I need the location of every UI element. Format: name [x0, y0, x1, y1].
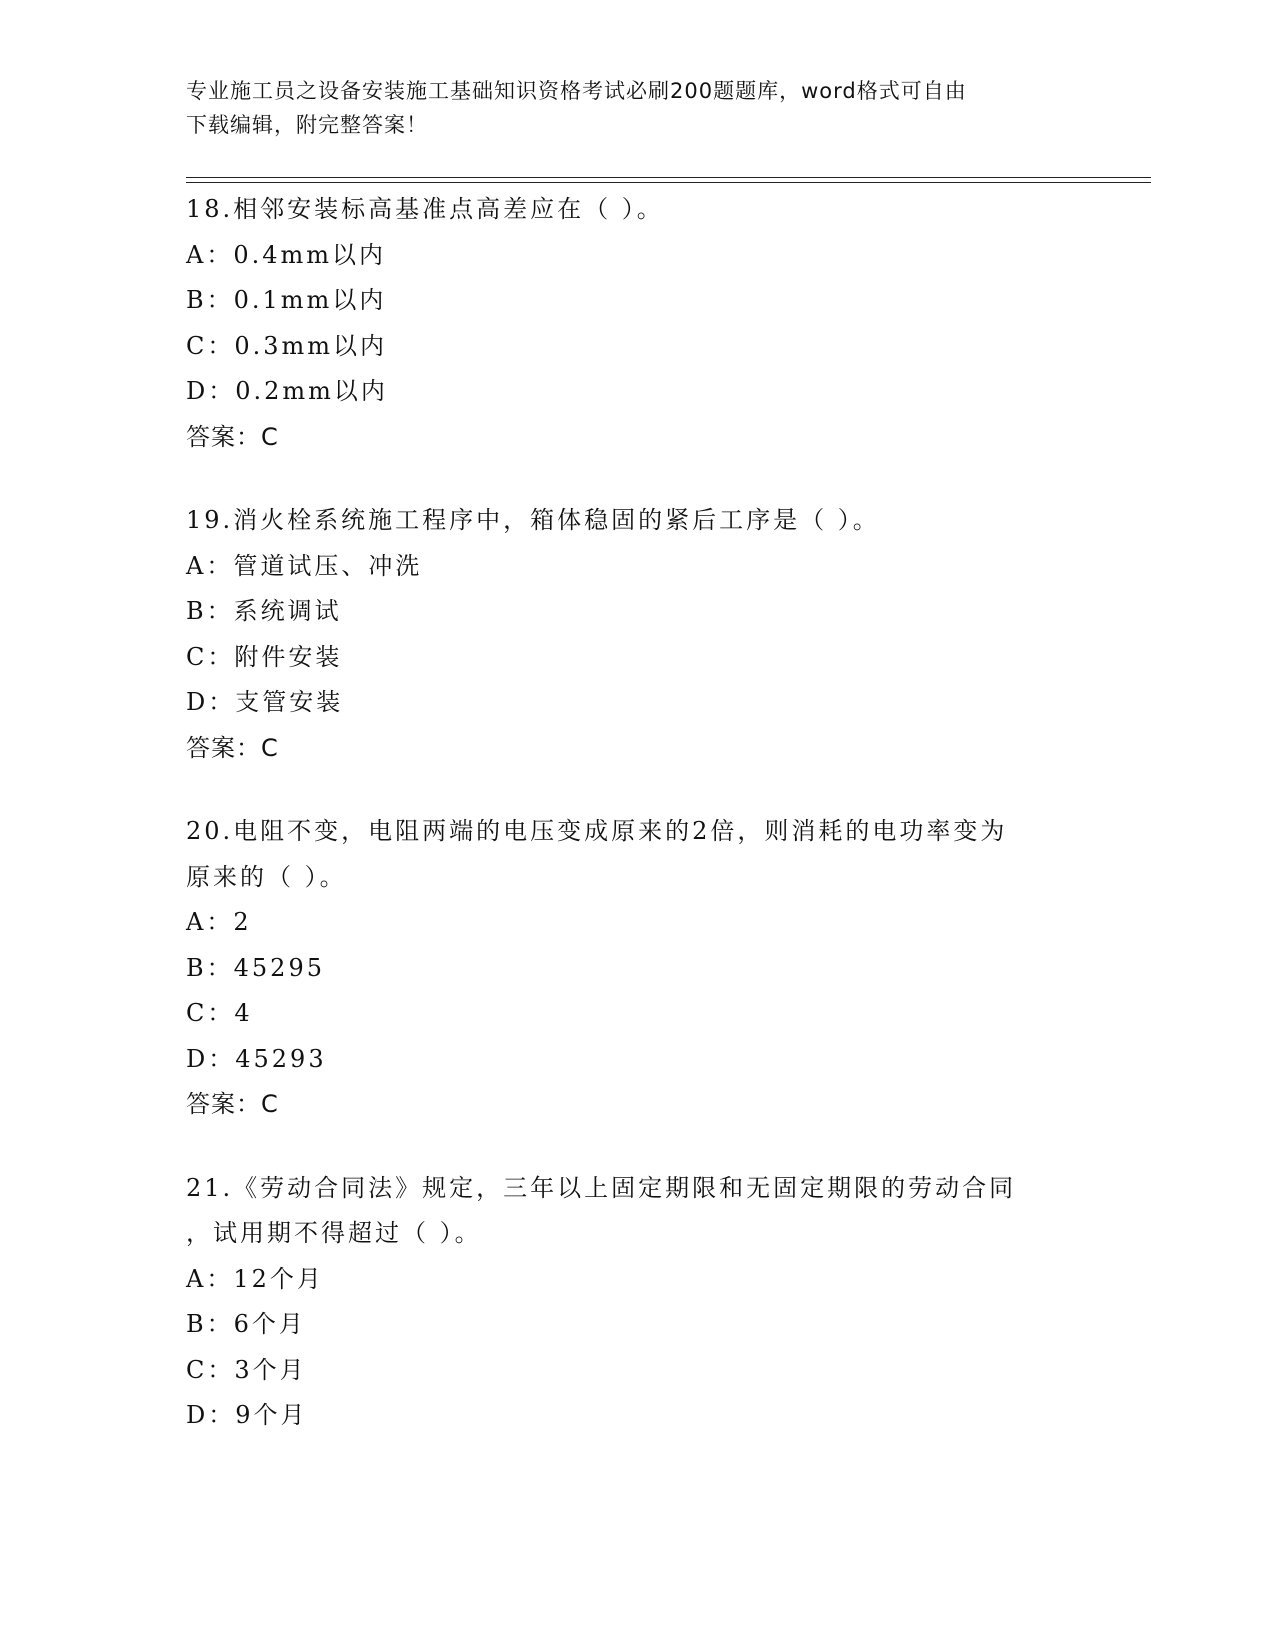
question-stem [186, 809, 1086, 900]
answer-option: A：12个月 [186, 1264, 324, 1293]
question-stem [186, 498, 1086, 544]
question-stem-line: 18.相邻安装标高基准点高差应在（ ）。 [186, 195, 664, 223]
document-header [186, 74, 1086, 142]
answer-key: 答案：C [186, 1090, 279, 1118]
answer-option: C：附件安装 [186, 642, 343, 671]
header-line-2: 下载编辑，附完整答案！ [186, 113, 428, 137]
answer-option: D：支管安装 [186, 688, 344, 716]
answer-option: B：系统调试 [186, 597, 342, 625]
answer-key: 答案：C [186, 733, 279, 762]
header-rule-bottom [186, 182, 1151, 183]
question-block [186, 1166, 1086, 1439]
answer-option: C：3个月 [186, 1355, 307, 1384]
answer-option: D：9个月 [186, 1401, 308, 1429]
header-line-1: 专业施工员之设备安装施工基础知识资格考试必刷200题题库，word格式可自由 [186, 79, 967, 103]
question-block [186, 187, 1086, 460]
answer-option: C：4 [186, 999, 253, 1027]
answer-option: D：45293 [186, 1044, 327, 1073]
answer-option: A：2 [186, 908, 252, 936]
question-stem-line: 21.《劳动合同法》规定，三年以上固定期限和无固定期限的劳动合同 [186, 1173, 1017, 1202]
answer-option: A：管道试压、冲洗 [186, 551, 423, 580]
header-rule-top [186, 177, 1151, 178]
question-block [186, 809, 1086, 1128]
question-stem [186, 1166, 1086, 1257]
answer-option: D：0.2mm以内 [186, 377, 388, 405]
question-stem-line: ，试用期不得超过（ ）。 [186, 1219, 482, 1247]
question-stem [186, 187, 1086, 233]
question-block [186, 498, 1086, 771]
question-stem-line: 19.消火栓系统施工程序中，箱体稳固的紧后工序是（ ）。 [186, 506, 880, 534]
answer-option: B：0.1mm以内 [186, 286, 387, 314]
question-stem-line: 20.电阻不变，电阻两端的电压变成原来的2倍，则消耗的电功率变为 [186, 817, 1008, 845]
answer-option: C：0.3mm以内 [186, 331, 388, 360]
answer-option: B：45295 [186, 953, 325, 982]
answer-option: A：0.4mm以内 [186, 240, 387, 269]
answer-key: 答案：C [186, 422, 279, 451]
answer-option: B：6个月 [186, 1310, 306, 1338]
question-list [186, 187, 1086, 1477]
question-stem-line: 原来的（ ）。 [186, 862, 347, 891]
